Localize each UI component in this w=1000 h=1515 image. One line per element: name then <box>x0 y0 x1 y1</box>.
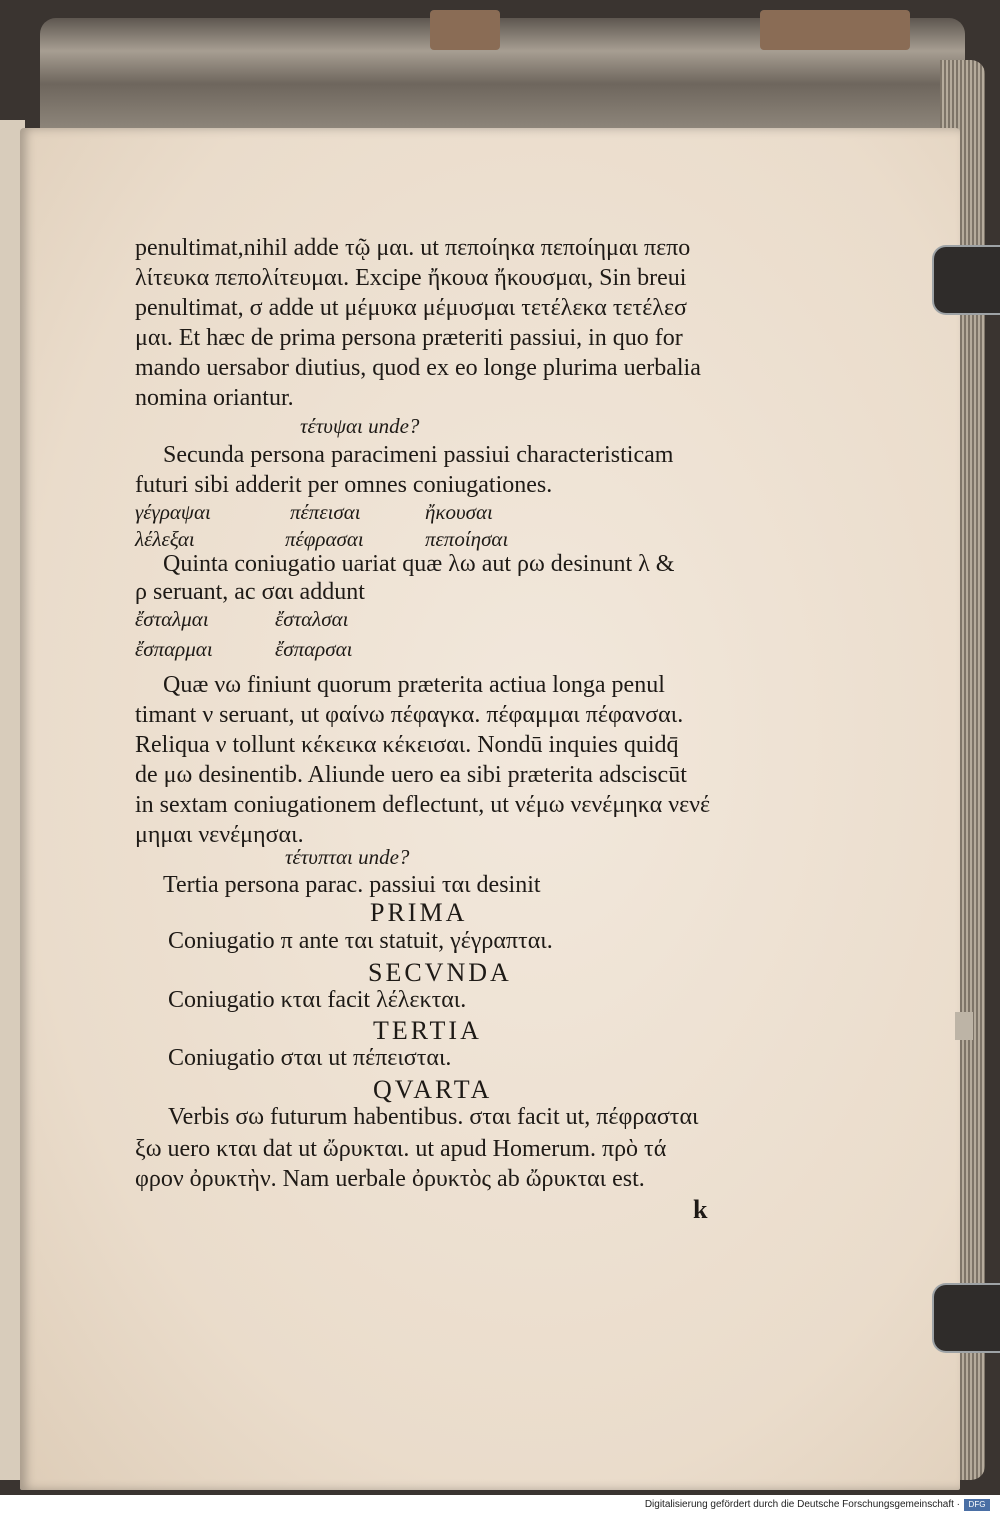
book-clip-bottom <box>932 1283 1000 1353</box>
text-line: λίτευκα πεπολίτευμαι. Excipe ἤκουα ἤκουσμαι, Sin breui <box>135 265 687 291</box>
table-cell: ἔσταλσαι <box>275 607 349 631</box>
text-line: τέτυψαι unde? <box>300 414 420 438</box>
text-line: μημαι νενέμησαι. <box>135 822 304 848</box>
book-clip-top <box>932 245 1000 315</box>
text-line: Tertia persona parac. passiui ται desinit <box>163 872 541 898</box>
text-line: Verbis σω futurum habentibus. σται facit ut, πέφρασται <box>168 1104 699 1130</box>
text-line: Coniugatio π ante ται statuit, γέγραπται. <box>168 928 553 954</box>
text-line: ρ seruant, ac σαι addunt <box>135 579 365 605</box>
footer <box>0 1495 1000 1515</box>
text-line: Quæ νω finiunt quorum præterita actiua longa penul <box>163 672 665 698</box>
table-cell: ἤκουσαι <box>425 500 493 524</box>
book-tab <box>430 10 500 50</box>
bookmark-tab <box>955 1012 973 1040</box>
text-line: τέτυπται unde? <box>285 845 410 869</box>
text-line: Coniugatio κται facit λέλεκται. <box>168 987 467 1013</box>
text-line: penultimat,nihil adde τῷ μαι. ut πεποίηκα πεποίημαι πεπο <box>135 235 691 261</box>
text-line: nomina oriantur. <box>135 385 294 411</box>
text-line: Secunda persona paracimeni passiui characteristicam <box>163 442 674 468</box>
book-tab <box>760 10 910 50</box>
text-line: futuri sibi adderit per omnes coniugationes. <box>135 472 553 498</box>
table-cell: ἔσπαρσαι <box>275 637 353 661</box>
table-cell: πέφρασαι <box>285 527 364 551</box>
text-line: in sextam coniugationem deflectunt, ut νέμω νενέμηκα νενέ <box>135 792 711 818</box>
text-line: Coniugatio σται ut πέπεισται. <box>168 1045 452 1071</box>
section-heading: PRIMA <box>370 898 468 927</box>
table-cell: πέπεισαι <box>290 500 361 524</box>
table-cell: πεποίησαι <box>425 527 509 551</box>
text-line: mando uersabor diutius, quod ex eo longe plurima uerbalia <box>135 355 701 381</box>
section-heading: SECVNDA <box>368 958 512 987</box>
text-line: μαι. Et hæc de prima persona præteriti passiui, in quo for <box>135 325 683 351</box>
text-line: Quinta coniugatio uariat quæ λω aut ρω desinunt λ & <box>163 551 675 577</box>
text-line: Reliqua ν tollunt κέκεικα κέκεισαι. Nondū inquies quidq̄ <box>135 732 679 758</box>
table-cell: ἔσπαρμαι <box>135 637 213 661</box>
section-heading: TERTIA <box>373 1016 482 1045</box>
text-line: de μω desinentib. Aliunde uero ea sibi præterita adsciscūt <box>135 762 687 788</box>
text-line: penultimat, σ adde ut μέμυκα μέμυσμαι τετέλεκα τετέλεσ <box>135 295 687 321</box>
text-line: φρον ὀρυκτὴν. Nam uerbale ὀρυκτὸς ab ὤρυκται est. <box>135 1166 645 1192</box>
section-heading: QVARTA <box>373 1075 493 1104</box>
signature-mark: k <box>693 1195 708 1224</box>
text-line: timant ν seruant, ut φαίνω πέφαγκα. πέφαμμαι πέφανσαι. <box>135 702 684 728</box>
table-cell: λέλεξαι <box>135 527 195 551</box>
table-cell: γέγραψαι <box>135 500 211 524</box>
footer-credit: Digitalisierung gefördert durch die Deutsche Forschungsgemeinschaft · <box>644 1499 960 1510</box>
dfg-logo-icon: DFG <box>964 1499 990 1511</box>
table-cell: ἔσταλμαι <box>135 607 209 631</box>
text-line: ξω uero κται dat ut ὤρυκται. ut apud Homerum. πρὸ τά <box>135 1136 667 1162</box>
